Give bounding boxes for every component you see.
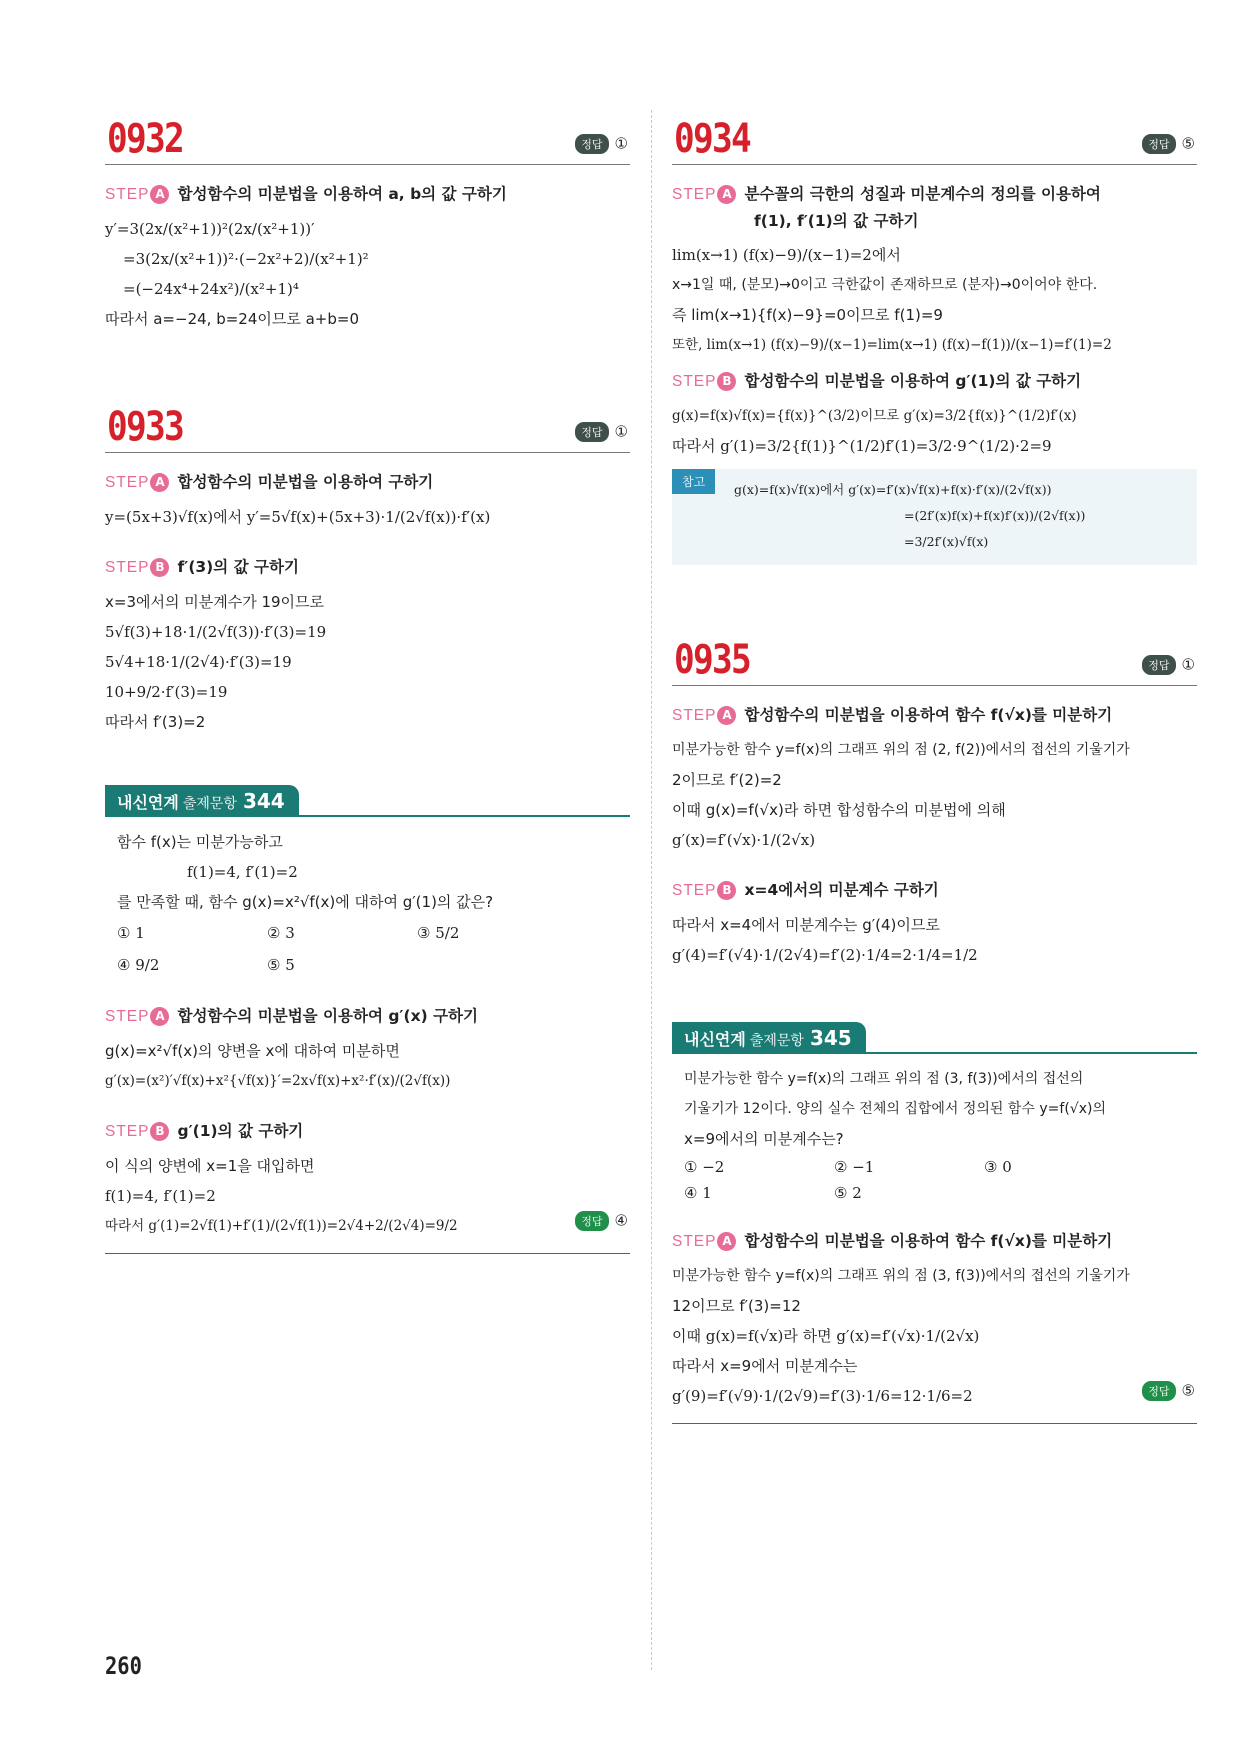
solution-line: 따라서 g′(1)=3/2{f(1)}^(1/2)f′(1)=3/2·9^(1/2)·2=9	[672, 437, 1052, 455]
solution-line: 따라서 f′(3)=2	[105, 713, 206, 731]
problem-number: 0934	[674, 116, 750, 162]
left-column	[105, 110, 630, 1254]
step-b-heading: STEP B 합성함수의 미분법을 이용하여 g′(1)의 값 구하기	[672, 372, 1082, 390]
reference-tag: 참고	[672, 469, 715, 494]
answer-badge: 정답	[575, 134, 608, 154]
choice: ⑤ 2	[834, 1184, 862, 1202]
solution-line: 또한, lim(x→1) (f(x)−9)/(x−1)=lim(x→1) (f(x)−f(1))/(x−1)=f′(1)=2	[672, 337, 1112, 353]
choice: ② 3	[267, 924, 295, 942]
choices	[117, 917, 630, 981]
solution-line: 2이므로 f′(2)=2	[672, 771, 782, 789]
step-a-heading: STEP A 합성함수의 미분법을 이용하여 구하기	[105, 473, 434, 491]
step-b-heading: STEP B f′(3)의 값 구하기	[105, 558, 299, 576]
step-a-heading: STEP A 합성함수의 미분법을 이용하여 함수 f(√x)를 미분하기	[672, 1232, 1113, 1250]
answer: 정답 ①	[1142, 655, 1195, 675]
answer: 정답 ⑤	[1142, 134, 1195, 154]
solution-line: 즉 lim(x→1){f(x)−9}=0이므로 f(1)=9	[672, 306, 943, 324]
choice: ③ 0	[984, 1158, 1012, 1176]
solution-line: =(−24x⁴+24x²)/(x²+1)⁴	[123, 280, 299, 298]
step-a-heading: STEP A 분수꼴의 극한의 성질과 미분계수의 정의를 이용하여 f(1), f′(1)의 값 구하기	[672, 185, 1101, 230]
problem-0933	[105, 398, 630, 737]
answer: 정답 ①	[575, 134, 628, 154]
answer-badge: 정답	[1142, 655, 1175, 675]
solution-line: 따라서 g′(1)=2√f(1)+f′(1)/(2√f(1))=2√4+2/(2√4)=9/2	[105, 1218, 458, 1234]
solution-line: 미분가능한 함수 y=f(x)의 그래프 위의 점 (3, f(3))에서의 접선의 기울기가	[672, 1268, 1130, 1284]
choice: ④ 1	[684, 1184, 712, 1202]
solution-line: g′(9)=f′(√9)·1/(2√9)=f′(3)·1/6=12·1/6=2	[672, 1387, 973, 1405]
solution-line: f(1)=4, f′(1)=2	[105, 1187, 216, 1205]
solution-line: g(x)=x²√f(x)의 양변을 x에 대하여 미분하면	[105, 1042, 400, 1060]
choice: ② −1	[834, 1158, 875, 1176]
choice: ① 1	[117, 924, 145, 942]
step-a-heading: STEP A 합성함수의 미분법을 이용하여 함수 f(√x)를 미분하기	[672, 706, 1113, 724]
solution-line: 10+9/2·f′(3)=19	[105, 683, 228, 701]
solution-line: 5√f(3)+18·1/(2√f(3))·f′(3)=19	[105, 623, 327, 641]
answer-badge: 정답	[1142, 134, 1175, 154]
problem-number: 0935	[674, 637, 750, 683]
solution-line: x→1일 때, (분모)→0이고 극한값이 존재하므로 (분자)→0이어야 한다.	[672, 277, 1098, 293]
solution-line: 이때 g(x)=f(√x)라 하면 합성함수의 미분법에 의해	[672, 801, 1006, 819]
step-b-heading: STEP B g′(1)의 값 구하기	[105, 1122, 304, 1140]
solution-line: y=(5x+3)√f(x)에서 y′=5√f(x)+(5x+3)·1/(2√f(x))·f′(x)	[105, 508, 491, 526]
solution-line: =3(2x/(x²+1))²·(−2x²+2)/(x²+1)²	[123, 250, 369, 268]
choice: ③ 5/2	[417, 924, 460, 942]
linked-problem-title: 내신연계 출제문항 344	[105, 785, 630, 817]
linked-problem-345	[672, 1022, 1197, 1424]
problem-0932	[105, 110, 630, 334]
problem-header	[672, 631, 1197, 686]
answer: 정답 ④	[575, 1211, 628, 1231]
choice: ① −2	[684, 1158, 725, 1176]
solution-line: g′(x)=(x²)′√f(x)+x²{√f(x)}′=2x√f(x)+x²·f′(x)/(2√f(x))	[105, 1073, 451, 1089]
solution-line: 따라서 x=4에서 미분계수는 g′(4)이므로	[672, 916, 940, 934]
solution-line: 따라서 a=−24, b=24이므로 a+b=0	[105, 310, 359, 328]
solution-line: 미분가능한 함수 y=f(x)의 그래프 위의 점 (2, f(2))에서의 접선의 기울기가	[672, 742, 1130, 758]
right-column	[672, 110, 1197, 1424]
linked-problem-question: 함수 f(x)는 미분가능하고 f(1)=4, f′(1)=2 를 만족할 때, 함수 g(x)=x²√f(x)에 대하여 g′(1)의 값은? ① 1 ② 3 ③ 5/2 ④ 9/2 ⑤ 5	[105, 827, 630, 981]
step-a-heading: STEP A 합성함수의 미분법을 이용하여 g′(x) 구하기	[105, 1007, 478, 1025]
linked-problem-344	[105, 785, 630, 1254]
choice: ④ 9/2	[117, 956, 160, 974]
problem-number: 0933	[107, 404, 183, 450]
problem-header	[105, 398, 630, 453]
problem-0934	[672, 110, 1197, 565]
problem-header	[672, 110, 1197, 165]
column-divider	[651, 110, 652, 1670]
solution-line: 이 식의 양변에 x=1을 대입하면	[105, 1157, 315, 1175]
solution-line: g(x)=f(x)√f(x)={f(x)}^(3/2)이므로 g′(x)=3/2{f(x)}^(1/2)f′(x)	[672, 408, 1077, 424]
solution-line: g′(4)=f′(√4)·1/(2√4)=f′(2)·1/4=2·1/4=1/2	[672, 946, 978, 964]
problem-header	[105, 110, 630, 165]
answer-badge: 정답	[575, 422, 608, 442]
solution-line: 12이므로 f′(3)=12	[672, 1297, 801, 1315]
choices	[684, 1154, 1197, 1206]
problem-0935	[672, 631, 1197, 970]
step-b-heading: STEP B x=4에서의 미분계수 구하기	[672, 881, 939, 899]
answer: 정답 ①	[575, 422, 628, 442]
solution-line: x=3에서의 미분계수가 19이므로	[105, 593, 325, 611]
linked-problem-title: 내신연계 출제문항 345	[672, 1022, 1197, 1054]
page-number: 260	[105, 1652, 142, 1680]
answer-badge: 정답	[1142, 1381, 1175, 1401]
linked-problem-question: 미분가능한 함수 y=f(x)의 그래프 위의 점 (3, f(3))에서의 접선의 기울기가 12이다. 양의 실수 전체의 집합에서 정의된 함수 y=f(√x)의 x=9에서의 미분계수는? ① −2 ② −1 ③ 0 ④ 1 ⑤ 2	[672, 1064, 1197, 1206]
step-a-heading: STEP A 합성함수의 미분법을 이용하여 a, b의 값 구하기	[105, 185, 507, 203]
solution-line: lim(x→1) (f(x)−9)/(x−1)=2에서	[672, 246, 901, 264]
answer: 정답 ⑤	[1142, 1381, 1195, 1401]
solution-line: g′(x)=f′(√x)·1/(2√x)	[672, 831, 816, 849]
solution-line: 이때 g(x)=f(√x)라 하면 g′(x)=f′(√x)·1/(2√x)	[672, 1327, 980, 1345]
solution-line: y′=3(2x/(x²+1))²(2x/(x²+1))′	[105, 220, 315, 238]
answer-badge: 정답	[575, 1211, 608, 1231]
solution-line: 5√4+18·1/(2√4)·f′(3)=19	[105, 653, 292, 671]
solution-line: 따라서 x=9에서 미분계수는	[672, 1357, 858, 1375]
reference-note: 참고 g(x)=f(x)√f(x)에서 g′(x)=f′(x)√f(x)+f(x)·f′(x)/(2√f(x)) =(2f′(x)f(x)+f(x)f′(x))/(2√f(x)) =3/2f′(x)√f(x)	[672, 469, 1197, 565]
problem-number: 0932	[107, 116, 183, 162]
choice: ⑤ 5	[267, 956, 295, 974]
